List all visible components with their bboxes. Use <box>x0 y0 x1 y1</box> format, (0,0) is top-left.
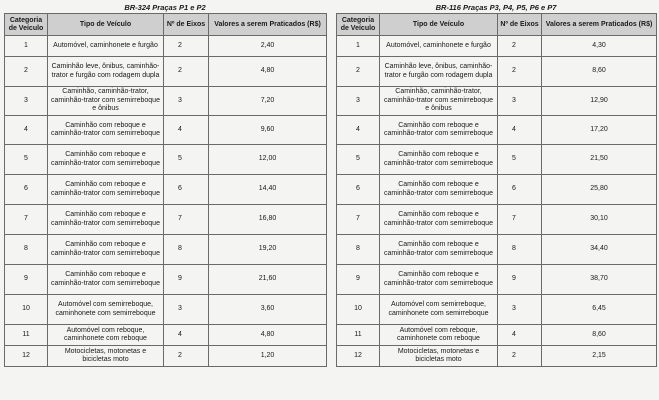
eixos-cell: 6 <box>498 175 542 205</box>
tipo-cell: Caminhão com reboque e caminhão-trator com semirreboque <box>48 175 164 205</box>
categoria-cell: 11 <box>337 325 380 346</box>
table-row <box>5 145 327 175</box>
valor-cell: 38,70 <box>542 265 657 295</box>
categoria-cell: 8 <box>5 235 48 265</box>
valor-cell: 7,20 <box>209 87 327 116</box>
eixos-cell: 2 <box>498 57 542 87</box>
eixos-cell: 9 <box>498 265 542 295</box>
eixos-cell: 7 <box>164 205 209 235</box>
categoria-cell: 8 <box>337 235 380 265</box>
table-row <box>5 116 327 145</box>
categoria-cell: 7 <box>337 205 380 235</box>
table-row <box>5 36 327 57</box>
categoria-cell: 10 <box>5 295 48 325</box>
header-eixos: Nº de Eixos <box>164 14 209 36</box>
eixos-cell: 4 <box>498 116 542 145</box>
table-row <box>5 265 327 295</box>
eixos-cell: 5 <box>164 145 209 175</box>
table-row <box>5 87 327 116</box>
table-row <box>337 36 657 57</box>
header-row <box>5 14 327 36</box>
valor-cell: 21,50 <box>542 145 657 175</box>
eixos-cell: 8 <box>164 235 209 265</box>
header-eixos: Nº de Eixos <box>498 14 542 36</box>
eixos-cell: 2 <box>498 36 542 57</box>
valor-cell: 21,60 <box>209 265 327 295</box>
eixos-cell: 3 <box>164 295 209 325</box>
valor-cell: 2,15 <box>542 346 657 367</box>
tipo-cell: Caminhão com reboque e caminhão-trator com semirreboque <box>48 265 164 295</box>
table-row <box>337 205 657 235</box>
tipo-cell: Automóvel com semirreboque, caminhonete com semirreboque <box>380 295 498 325</box>
header-tipo: Tipo de Veículo <box>380 14 498 36</box>
eixos-cell: 7 <box>498 205 542 235</box>
valor-cell: 8,60 <box>542 325 657 346</box>
header-tipo: Tipo de Veículo <box>48 14 164 36</box>
table-title: BR-324 Praças P1 e P2 <box>124 3 206 12</box>
valor-cell: 12,90 <box>542 87 657 116</box>
tipo-cell: Caminhão leve, ônibus, caminhão-trator e furgão com rodagem dupla <box>380 57 498 87</box>
table-row <box>5 175 327 205</box>
valor-cell: 14,40 <box>209 175 327 205</box>
tipo-cell: Automóvel com reboque, caminhonete com reboque <box>48 325 164 346</box>
valor-cell: 4,30 <box>542 36 657 57</box>
table-row <box>5 205 327 235</box>
toll-table <box>4 13 327 367</box>
header-row <box>337 14 657 36</box>
tipo-cell: Caminhão com reboque e caminhão-trator com semirreboque <box>380 205 498 235</box>
categoria-cell: 5 <box>5 145 48 175</box>
eixos-cell: 3 <box>164 87 209 116</box>
tipo-cell: Caminhão com reboque e caminhão-trator com semirreboque <box>380 116 498 145</box>
valor-cell: 34,40 <box>542 235 657 265</box>
toll-table <box>336 13 657 367</box>
valor-cell: 3,60 <box>209 295 327 325</box>
tipo-cell: Motocicletas, motonetas e bicicletas moto <box>380 346 498 367</box>
eixos-cell: 2 <box>498 346 542 367</box>
table-row <box>337 57 657 87</box>
tipo-cell: Automóvel, caminhonete e furgão <box>48 36 164 57</box>
categoria-cell: 2 <box>5 57 48 87</box>
eixos-cell: 2 <box>164 36 209 57</box>
categoria-cell: 9 <box>5 265 48 295</box>
table-title: BR-116 Praças P3, P4, P5, P6 e P7 <box>435 3 557 12</box>
eixos-cell: 3 <box>498 87 542 116</box>
eixos-cell: 9 <box>164 265 209 295</box>
table-row <box>5 235 327 265</box>
categoria-cell: 4 <box>5 116 48 145</box>
categoria-cell: 12 <box>337 346 380 367</box>
valor-cell: 19,20 <box>209 235 327 265</box>
categoria-cell: 9 <box>337 265 380 295</box>
table-row <box>337 346 657 367</box>
categoria-cell: 1 <box>337 36 380 57</box>
eixos-cell: 3 <box>498 295 542 325</box>
table-row <box>337 116 657 145</box>
tipo-cell: Caminhão com reboque e caminhão-trator com semirreboque <box>48 205 164 235</box>
categoria-cell: 12 <box>5 346 48 367</box>
valor-cell: 4,80 <box>209 325 327 346</box>
valor-cell: 8,60 <box>542 57 657 87</box>
valor-cell: 4,80 <box>209 57 327 87</box>
valor-cell: 25,80 <box>542 175 657 205</box>
table-row <box>337 175 657 205</box>
eixos-cell: 5 <box>498 145 542 175</box>
valor-cell: 2,40 <box>209 36 327 57</box>
valor-cell: 30,10 <box>542 205 657 235</box>
table-row <box>337 265 657 295</box>
table-row <box>5 325 327 346</box>
valor-cell: 9,60 <box>209 116 327 145</box>
categoria-cell: 11 <box>5 325 48 346</box>
valor-cell: 1,20 <box>209 346 327 367</box>
header-valores: Valores a serem Praticados (R$) <box>542 14 657 36</box>
categoria-cell: 2 <box>337 57 380 87</box>
categoria-cell: 5 <box>337 145 380 175</box>
categoria-cell: 6 <box>337 175 380 205</box>
categoria-cell: 3 <box>5 87 48 116</box>
tipo-cell: Caminhão, caminhão-trator, caminhão-trator com semirreboque e ônibus <box>380 87 498 116</box>
table-row <box>5 295 327 325</box>
header-categoria: Categoria de Veículo <box>337 14 380 36</box>
table-row <box>337 145 657 175</box>
header-categoria: Categoria de Veículo <box>5 14 48 36</box>
table-row <box>337 87 657 116</box>
tipo-cell: Automóvel com semirreboque, caminhonete com semirreboque <box>48 295 164 325</box>
table-row <box>337 295 657 325</box>
tipo-cell: Caminhão leve, ônibus, caminhão-trator e furgão com rodagem dupla <box>48 57 164 87</box>
valor-cell: 16,80 <box>209 205 327 235</box>
categoria-cell: 3 <box>337 87 380 116</box>
header-valores: Valores a serem Praticados (R$) <box>209 14 327 36</box>
table-panel-br324 <box>4 3 326 367</box>
tipo-cell: Motocicletas, motonetas e bicicletas moto <box>48 346 164 367</box>
tipo-cell: Caminhão com reboque e caminhão-trator com semirreboque <box>380 175 498 205</box>
tipo-cell: Automóvel, caminhonete e furgão <box>380 36 498 57</box>
table-row <box>5 346 327 367</box>
categoria-cell: 7 <box>5 205 48 235</box>
tipo-cell: Caminhão com reboque e caminhão-trator com semirreboque <box>48 116 164 145</box>
categoria-cell: 6 <box>5 175 48 205</box>
eixos-cell: 2 <box>164 346 209 367</box>
tipo-cell: Caminhão com reboque e caminhão-trator com semirreboque <box>48 145 164 175</box>
table-row <box>5 57 327 87</box>
eixos-cell: 2 <box>164 57 209 87</box>
tipo-cell: Caminhão com reboque e caminhão-trator com semirreboque <box>380 235 498 265</box>
categoria-cell: 4 <box>337 116 380 145</box>
valor-cell: 6,45 <box>542 295 657 325</box>
table-panel-br116 <box>336 3 656 367</box>
eixos-cell: 4 <box>164 116 209 145</box>
tipo-cell: Automóvel com reboque, caminhonete com reboque <box>380 325 498 346</box>
categoria-cell: 1 <box>5 36 48 57</box>
eixos-cell: 8 <box>498 235 542 265</box>
tipo-cell: Caminhão com reboque e caminhão-trator com semirreboque <box>380 145 498 175</box>
valor-cell: 17,20 <box>542 116 657 145</box>
valor-cell: 12,00 <box>209 145 327 175</box>
table-row <box>337 235 657 265</box>
eixos-cell: 4 <box>498 325 542 346</box>
table-row <box>337 325 657 346</box>
tipo-cell: Caminhão com reboque e caminhão-trator com semirreboque <box>48 235 164 265</box>
eixos-cell: 6 <box>164 175 209 205</box>
categoria-cell: 10 <box>337 295 380 325</box>
tipo-cell: Caminhão, caminhão-trator, caminhão-trator com semirreboque e ônibus <box>48 87 164 116</box>
eixos-cell: 4 <box>164 325 209 346</box>
tipo-cell: Caminhão com reboque e caminhão-trator com semirreboque <box>380 265 498 295</box>
